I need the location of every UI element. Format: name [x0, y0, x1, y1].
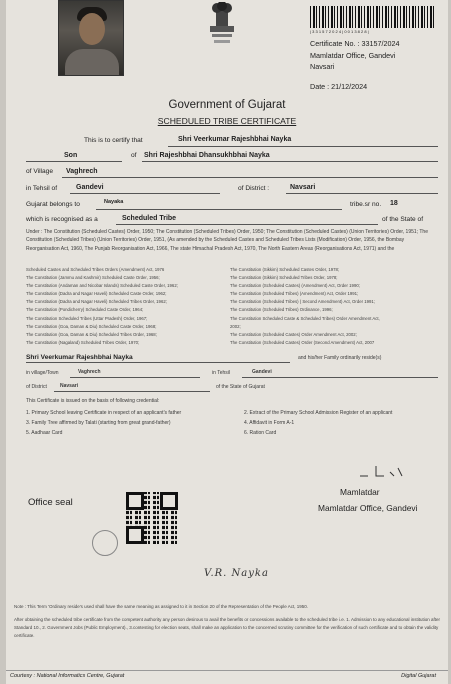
district-value: Navsari [290, 184, 316, 191]
res-tehsil-label: in Tehsil [212, 370, 230, 376]
order-item: The Constitution (Scheduled Castes) (Amendment) Act, Order 1990; [230, 283, 360, 289]
order-item: The Constitution (Goa, Daman & Diu) Scheduled Caste Order, 1968; [26, 323, 157, 329]
applicant-photo [58, 0, 124, 76]
signing-designation: Mamlatdar [340, 487, 380, 497]
certificate-page [6, 0, 448, 684]
order-item: The Constitution (Sikkim) Scheduled Tribes Order, 1978; [230, 275, 338, 281]
credential-item: 1. Primary School leaving Certificate in respect of an applicant's father [26, 410, 182, 416]
res-district-label: of District [26, 384, 47, 390]
state-label: of the State of [382, 216, 424, 223]
certificate-title: SCHEDULED TRIBE CERTIFICATE [157, 116, 297, 126]
certificate-number: Certificate No. : 33157/2024 [310, 39, 400, 48]
credential-item: 6. Ration Card [244, 430, 277, 436]
officer-signature [358, 462, 418, 480]
barcode-number: | 3 3 1 5 7 2 0 2 4 | 0 0 1 3 8 2 8 | [310, 29, 369, 34]
credential-item: 5. Aadhaar Card [26, 430, 63, 436]
order-item: The Constitution (Scheduled Castes) Order (Second Amendment) Act, 2007 [230, 339, 375, 345]
credential-item: 2. Extract of the Primary School Admission Register of an applicant [244, 410, 393, 416]
basis-label: This Certificate is issued on the basis of following credential: [26, 398, 160, 404]
footer [6, 670, 448, 684]
order-item: The Constitution (Scheduled Castes) Order Amendment Act, 2002; [230, 331, 357, 337]
signing-office: Mamlatdar Office, Gandevi [318, 503, 418, 513]
order-item: The Constitution (Scheduled Tribes) ( Second Amendment) Act, Order 1991; [230, 299, 375, 305]
office-seal-label: Office seal [28, 497, 73, 508]
credentials-right [244, 410, 440, 440]
recognised-as: Scheduled Tribe [122, 215, 177, 222]
res-state-label: of the State of Gujarat [216, 384, 265, 390]
order-item: The Constitution (Dadra and Nagar Haveli) Scheduled Caste Order, 1962; [26, 291, 167, 297]
constitution-orders-paragraph: Under : The Constitution (Scheduled Castes) Order, 1950; The Constitution (Scheduled Tribes) Order, 1950; The Constitution (Scheduled Castes) (Union Territories) Order, 1951; The Constitution (Scheduled Tribes) (Union Territories) Order, 1951, (As amended by the Scheduled Castes and Scheduled Tribes Lists (Modification) Order, 1956, the Bombay Reorganisation Act, 1960, The Punjab Reorganisation Act, 1966, The state Himachal Pradesh Act, 1970, The North Eastern Areas (Reorganisations Act, 1971) and the [26, 229, 428, 252]
tribe-number: 18 [390, 200, 398, 207]
res-district: Navsari [60, 383, 79, 389]
credential-item: 3. Family Tree affirmed by Talati (starting from great grand-father) [26, 420, 171, 426]
resident-name: Shri Veerkumar Rajeshbhai Nayka [26, 354, 133, 361]
footer-digital: Digital Gujarat [401, 673, 436, 679]
state-emblem-icon [202, 2, 242, 46]
res-village: Vaghrech [78, 369, 101, 375]
order-item: 2002; [230, 323, 241, 329]
order-item: The Constitution (Nagaland) Scheduled Tribes Order, 1970; [26, 339, 140, 345]
gujarat-label: Gujarat belongs to [26, 201, 80, 208]
orders-list-left [26, 266, 222, 347]
issuing-district: Navsari [310, 62, 335, 71]
certify-label: This is to certify that [84, 137, 143, 144]
relation: Son [64, 152, 78, 159]
issue-date: Date : 21/12/2024 [310, 82, 368, 91]
credential-item: 4. Affidavit in Form A-1 [244, 420, 295, 426]
applicant-signature: V.R. Nayka [204, 568, 269, 579]
district-label: of District : [238, 185, 270, 192]
father-name: Shri Rajeshbhai Dhansukhbhai Nayka [144, 152, 270, 159]
order-item: The Constitution (Sikkim) Scheduled Castes Order, 1978; [230, 267, 340, 272]
res-tehsil: Gandevi [252, 369, 272, 375]
footer-courtesy: Courtesy : National Informatics Centre, Gujarat [10, 673, 125, 679]
issuing-office: Mamlatdar Office, Gandevi [310, 51, 396, 60]
village-label: of Village [26, 168, 54, 175]
order-item: Scheduled Castes and Scheduled Tribes Orders (Amendment) Act, 1976 [26, 267, 165, 272]
tribe-name: Nayaka [104, 199, 124, 205]
tehsil-value: Gandevi [76, 184, 104, 191]
of-label: of [131, 152, 137, 159]
office-seal-icon [92, 530, 118, 556]
credentials-left [26, 410, 226, 440]
order-item: The Constitution (Scheduled Tribes) Ordinance, 1996; [230, 307, 333, 313]
note: Note : This Term 'Ordinary reside's used shall have the same meaning as assigned to it in Section 20 of the Representation of the People Act, 1950. [14, 604, 308, 609]
order-item: The Constitution (Goa, Daman & Diu) Scheduled Tribes Order, 1968; [26, 331, 157, 337]
orders-list-right [230, 266, 440, 347]
order-item: The Constitution (Andaman and Nicobar Islands) Scheduled Caste Order, 1962; [26, 283, 178, 289]
order-item: The Constitution (Jammu and Kashmir) Scheduled Caste Order, 1956; [26, 275, 160, 281]
village-value: Vaghrech [66, 168, 98, 175]
government-title: Government of Gujarat [168, 99, 286, 111]
qr-code [126, 492, 178, 544]
order-item: The Constitution (Scheduled Tribes) (Amendment) Act, Order 1991; [230, 291, 359, 297]
recognised-label: which is recognised as a [26, 216, 98, 223]
order-item: The Constitution (Dadra and Nagar Haveli) Scheduled Tribes Order, 1962; [26, 299, 167, 305]
holder-name: Shri Veerkumar Rajeshbhai Nayka [178, 136, 292, 143]
order-item: The Constitution (Pondicherry) Scheduled Caste Order, 1964; [26, 307, 144, 313]
after-note: After obtaining the scheduled tribe certificate from the competent authority any person desirous to avail the benefits or concessions available to the scheduled tribe i.e. 1. Admission to any educational institution after Standard 10., 2. Government Jobs (Public Employment)., 3.contesting for election seats, shall make an application to the concerned scrutiny committee for the verification of such certificate and to obtain the validity certificate. [14, 617, 440, 638]
res-village-label: in village/Town [26, 370, 59, 376]
tehsil-label: in Tehsil of [26, 185, 58, 192]
barcode [310, 6, 434, 28]
order-item: The Constitution Scheduled Caste & Scheduled Tribes) Order Amendment Act, [230, 315, 380, 321]
order-item: The Constitution Scheduled Tribes (Uttar Pradesh) Order, 1967; [26, 315, 148, 321]
family-reside-label: and his/her Family ordinarily reside(s) [298, 355, 382, 361]
tribe-no-label: tribe.sr no. [350, 201, 382, 208]
